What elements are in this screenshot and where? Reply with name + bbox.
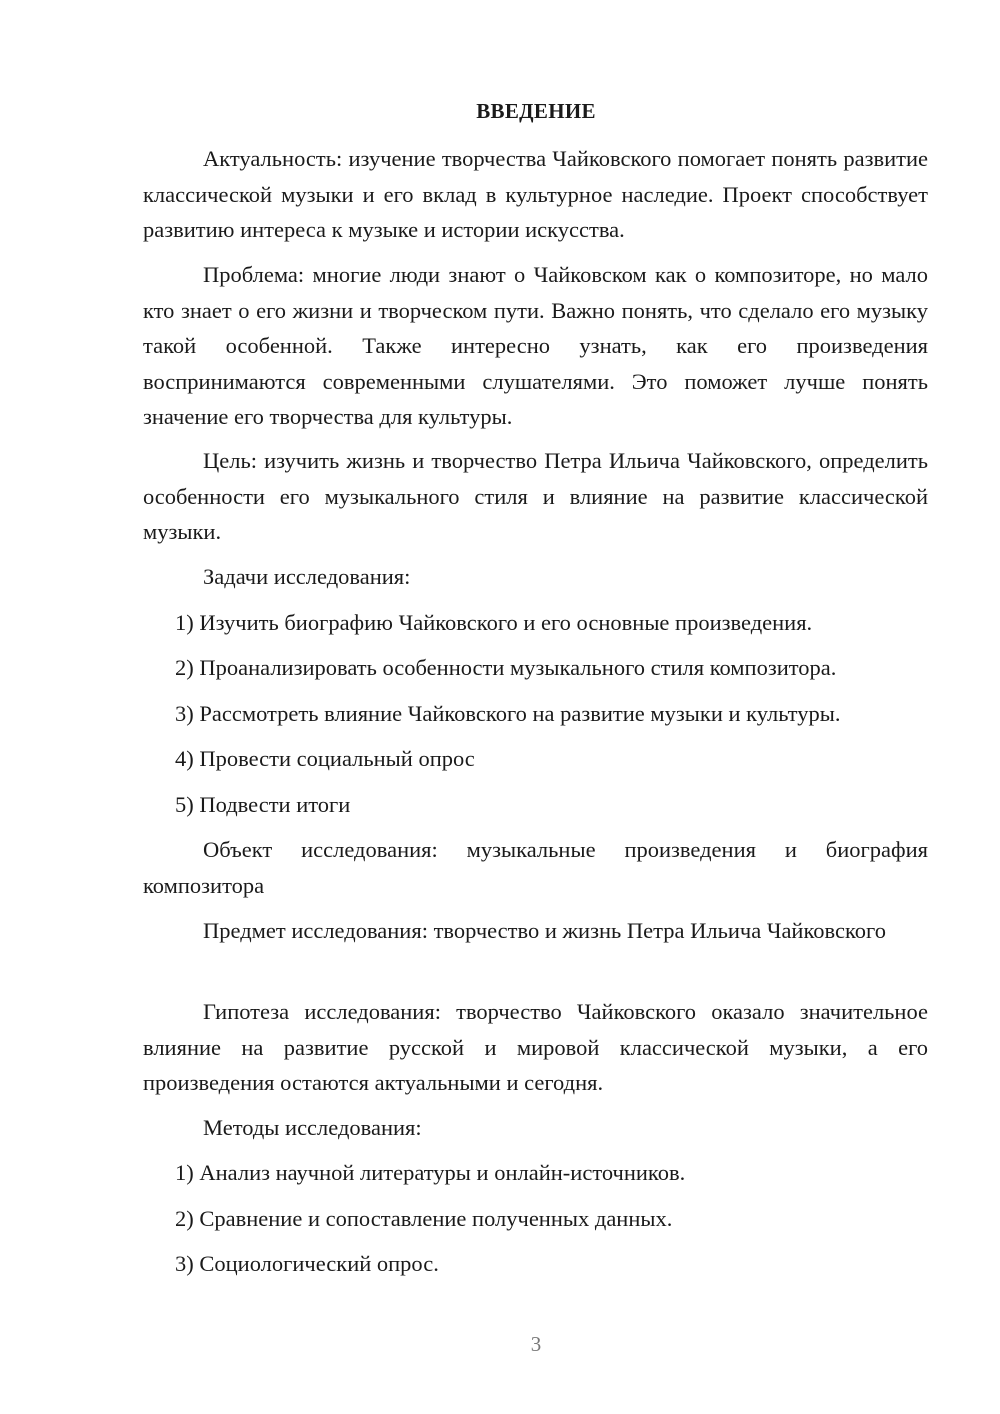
task-item: 4) Провести социальный опрос [175,746,475,771]
task-item: 2) Проанализировать особенности музыкального стиля композитора. [175,655,837,680]
subject-paragraph: Предмет исследования: творчество и жизнь Петра Ильича Чайковского [203,918,886,943]
method-item: 2) Сравнение и сопоставление полученных данных. [175,1206,673,1231]
tasks-title: Задачи исследования: [203,564,411,589]
problem-paragraph: Проблема: многие люди знают о Чайковском как о композиторе, но мало кто знает о его жизни и творческом пути. Важно понять, что сделало его музыку такой особенной. Также интересно узнать, как его произведения воспринимаются современными слушателями. Это поможет лучше понять значение его творчества для культуры. [143,262,928,429]
page-number: 3 [530,1332,542,1356]
methods-title: Методы исследования: [203,1115,422,1140]
relevance-paragraph: Актуальность: изучение творчества Чайковского помогает понять развитие классической музыки и его вклад в культурное наследие. Проект способствует развитию интереса к музыке и истории искусства. [143,146,928,242]
method-item: 3) Социологический опрос. [175,1251,439,1276]
task-item: 5) Подвести итоги [175,792,351,817]
method-item: 1) Анализ научной литературы и онлайн-источников. [175,1160,686,1185]
goal-paragraph: Цель: изучить жизнь и творчество Петра Ильича Чайковского, определить особенности его музыкального стиля и влияние на развитие классической музыки. [143,448,928,544]
hypothesis-paragraph: Гипотеза исследования: творчество Чайковского оказало значительное влияние на развитие русской и мировой классической музыки, а его произведения остаются актуальными и сегодня. [143,999,928,1095]
section-heading: ВВЕДЕНИЕ [476,99,596,123]
task-item: 1) Изучить биографию Чайковского и его основные произведения. [175,610,813,635]
task-item: 3) Рассмотреть влияние Чайковского на развитие музыки и культуры. [175,701,841,726]
object-paragraph: Объект исследования: музыкальные произведения и биография композитора [143,837,928,898]
